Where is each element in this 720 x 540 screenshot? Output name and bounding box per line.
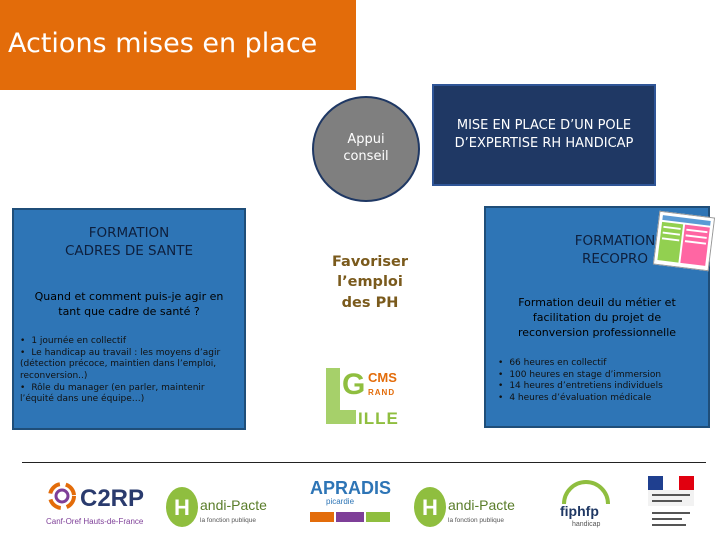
- divider-line: [22, 462, 706, 463]
- svg-text:andi-Pacte: andi-Pacte: [200, 497, 267, 513]
- svg-text:C2RP: C2RP: [80, 485, 145, 512]
- formation-cadres-panel: [12, 208, 246, 430]
- panel-subtitle-line2: tant que cadre de santé ?: [58, 304, 200, 318]
- panel-subtitle: [20, 290, 238, 320]
- panel-title-line2: CADRES DE SANTE: [65, 243, 193, 260]
- list-item: • 1 journée en collectif: [20, 336, 238, 348]
- handi-pacte-logo: [164, 484, 276, 530]
- svg-text:fiphfp: fiphfp: [560, 503, 599, 519]
- list-item: • 14 heures d’entretiens individuels: [498, 381, 702, 393]
- svg-text:picardie: picardie: [326, 497, 355, 506]
- panel-subtitle-line2: facilitation du projet de: [532, 310, 662, 324]
- list-item: • 100 heures en stage d’immersion: [498, 370, 702, 382]
- center-line2: l’emploi: [337, 274, 403, 291]
- panel-title: [14, 224, 244, 260]
- document-thumbnail-image: [653, 211, 715, 271]
- svg-text:handicap: handicap: [572, 521, 601, 528]
- list-item: • Le handicap au travail : les moyens d’agir (détection précoce, maintien dans l’emploi, reconversion..): [20, 348, 238, 383]
- handi-pacte-logo: [412, 484, 524, 530]
- panel-title-line2: RECOPRO: [581, 251, 649, 268]
- panel-subtitle-line3: reconversion professionnelle: [517, 325, 677, 339]
- prefet-logo: [644, 474, 698, 532]
- svg-text:la fonction publique: la fonction publique: [448, 517, 505, 524]
- list-item: • Rôle du manager (en parler, maintenir l’équité dans une équipe…): [20, 383, 238, 406]
- svg-text:Canf-Oref Hauts-de-France: Canf-Oref Hauts-de-France: [46, 517, 144, 526]
- svg-text:CMS: CMS: [368, 370, 397, 385]
- panel-subtitle: [490, 296, 704, 341]
- apradis-logo: [308, 474, 392, 532]
- svg-text:ILLE: ILLE: [358, 409, 399, 428]
- svg-text:H: H: [422, 495, 438, 520]
- fiphfp-logo: [556, 478, 616, 530]
- c2rp-logo: [40, 472, 180, 530]
- appui-line1: Appui: [347, 132, 385, 148]
- panel-subtitle-line1: Quand et comment puis-je agir en: [34, 290, 224, 303]
- pole-line2: D’EXPERTISE RH HANDICAP: [454, 136, 634, 151]
- center-line1: Favoriser: [332, 254, 408, 270]
- svg-text:H: H: [174, 495, 190, 520]
- svg-text:G: G: [342, 368, 366, 401]
- favoriser-emploi-heading: [308, 252, 432, 313]
- panel-title-line1: FORMATION: [574, 233, 656, 249]
- pole-line1: MISE EN PLACE D’UN POLE: [456, 118, 632, 134]
- svg-text:APRADIS: APRADIS: [310, 478, 392, 498]
- list-item: • 66 heures en collectif: [498, 358, 702, 370]
- panel-subtitle-line1: Formation deuil du métier et: [518, 296, 676, 309]
- svg-text:la fonction publique: la fonction publique: [200, 517, 257, 524]
- svg-text:andi-Pacte: andi-Pacte: [448, 497, 515, 513]
- appui-line2: conseil: [343, 149, 389, 164]
- svg-text:RAND: RAND: [368, 388, 396, 397]
- center-line3: des PH: [341, 294, 399, 311]
- panel-list: [20, 336, 238, 406]
- list-item: • 4 heures d’évaluation médicale: [498, 393, 702, 405]
- panel-title-line1: FORMATION: [88, 225, 170, 241]
- panel-list: [498, 358, 702, 405]
- gcms-grand-lille-logo: [322, 360, 416, 430]
- appui-conseil-circle: [312, 96, 420, 202]
- page-title: Actions mises en place: [8, 28, 318, 59]
- pole-expertise-box: [432, 84, 656, 186]
